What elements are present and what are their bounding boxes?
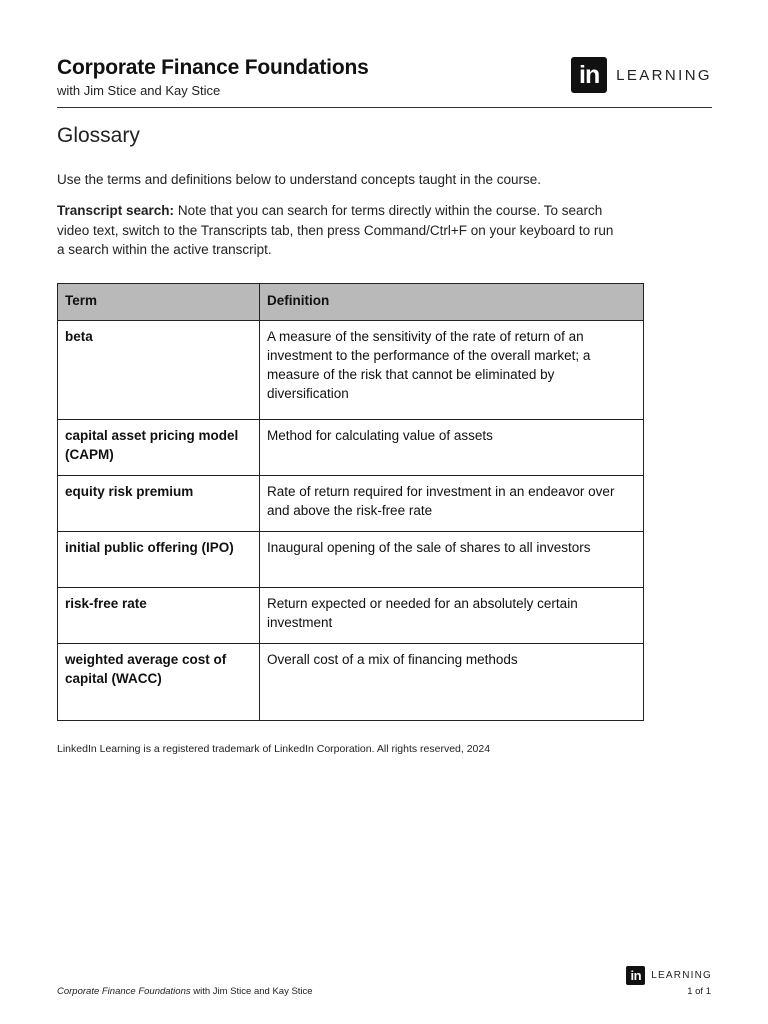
- term-cell: beta: [58, 321, 260, 420]
- definition-cell: Overall cost of a mix of financing methods: [260, 644, 644, 721]
- course-subtitle: with Jim Stice and Kay Stice: [57, 83, 221, 98]
- note-text: Note that you can search for terms directly within the course. To search video text, switch to the Transcripts tab, then press Command/Ctrl+F on your keyboard to run a search within the active transcript.: [57, 203, 614, 257]
- note-label: Transcript search:: [57, 203, 175, 218]
- linkedin-in-icon: in: [626, 966, 645, 985]
- term-cell: equity risk premium: [58, 476, 260, 532]
- header-divider: [57, 107, 712, 108]
- linkedin-in-icon: in: [571, 57, 607, 93]
- transcript-search-note: [57, 201, 617, 260]
- course-title: Corporate Finance Foundations: [57, 56, 369, 79]
- table-row: [58, 476, 644, 532]
- column-header-term: Term: [58, 284, 260, 321]
- term-cell: initial public offering (IPO): [58, 532, 260, 588]
- page-title: Glossary: [57, 124, 140, 147]
- glossary-table: [57, 283, 644, 721]
- page-number: 1 of 1: [687, 986, 711, 997]
- footer-course-credit: [57, 986, 313, 997]
- footer-logo: [626, 966, 712, 985]
- definition-cell: Inaugural opening of the sale of shares to all investors: [260, 532, 644, 588]
- table-header-row: [58, 284, 644, 321]
- table-row: [58, 588, 644, 644]
- table-row: [58, 532, 644, 588]
- footer-wordmark: LEARNING: [651, 970, 712, 981]
- linkedin-learning-logo: [571, 57, 712, 93]
- definition-cell: A measure of the sensitivity of the rate of return of an investment to the performance of the overall market; a measure of the risk that cannot be eliminated by diversification: [260, 321, 644, 420]
- table-row: [58, 420, 644, 476]
- term-cell: risk-free rate: [58, 588, 260, 644]
- definition-cell: Rate of return required for investment in an endeavor over and above the risk-free rate: [260, 476, 644, 532]
- column-header-definition: Definition: [260, 284, 644, 321]
- definition-cell: Return expected or needed for an absolutely certain investment: [260, 588, 644, 644]
- footer-course-title: Corporate Finance Foundations: [57, 986, 191, 997]
- table-row: [58, 321, 644, 420]
- footer-course-authors: with Jim Stice and Kay Stice: [190, 986, 313, 997]
- brand-wordmark: LEARNING: [616, 66, 712, 84]
- term-cell: weighted average cost of capital (WACC): [58, 644, 260, 721]
- term-cell: capital asset pricing model (CAPM): [58, 420, 260, 476]
- document-header: [57, 56, 712, 98]
- definition-cell: Method for calculating value of assets: [260, 420, 644, 476]
- intro-paragraph: Use the terms and definitions below to understand concepts taught in the course.: [57, 172, 542, 187]
- table-row: [58, 644, 644, 721]
- trademark-notice: LinkedIn Learning is a registered trademark of LinkedIn Corporation. All rights reserved, 2024: [57, 743, 491, 755]
